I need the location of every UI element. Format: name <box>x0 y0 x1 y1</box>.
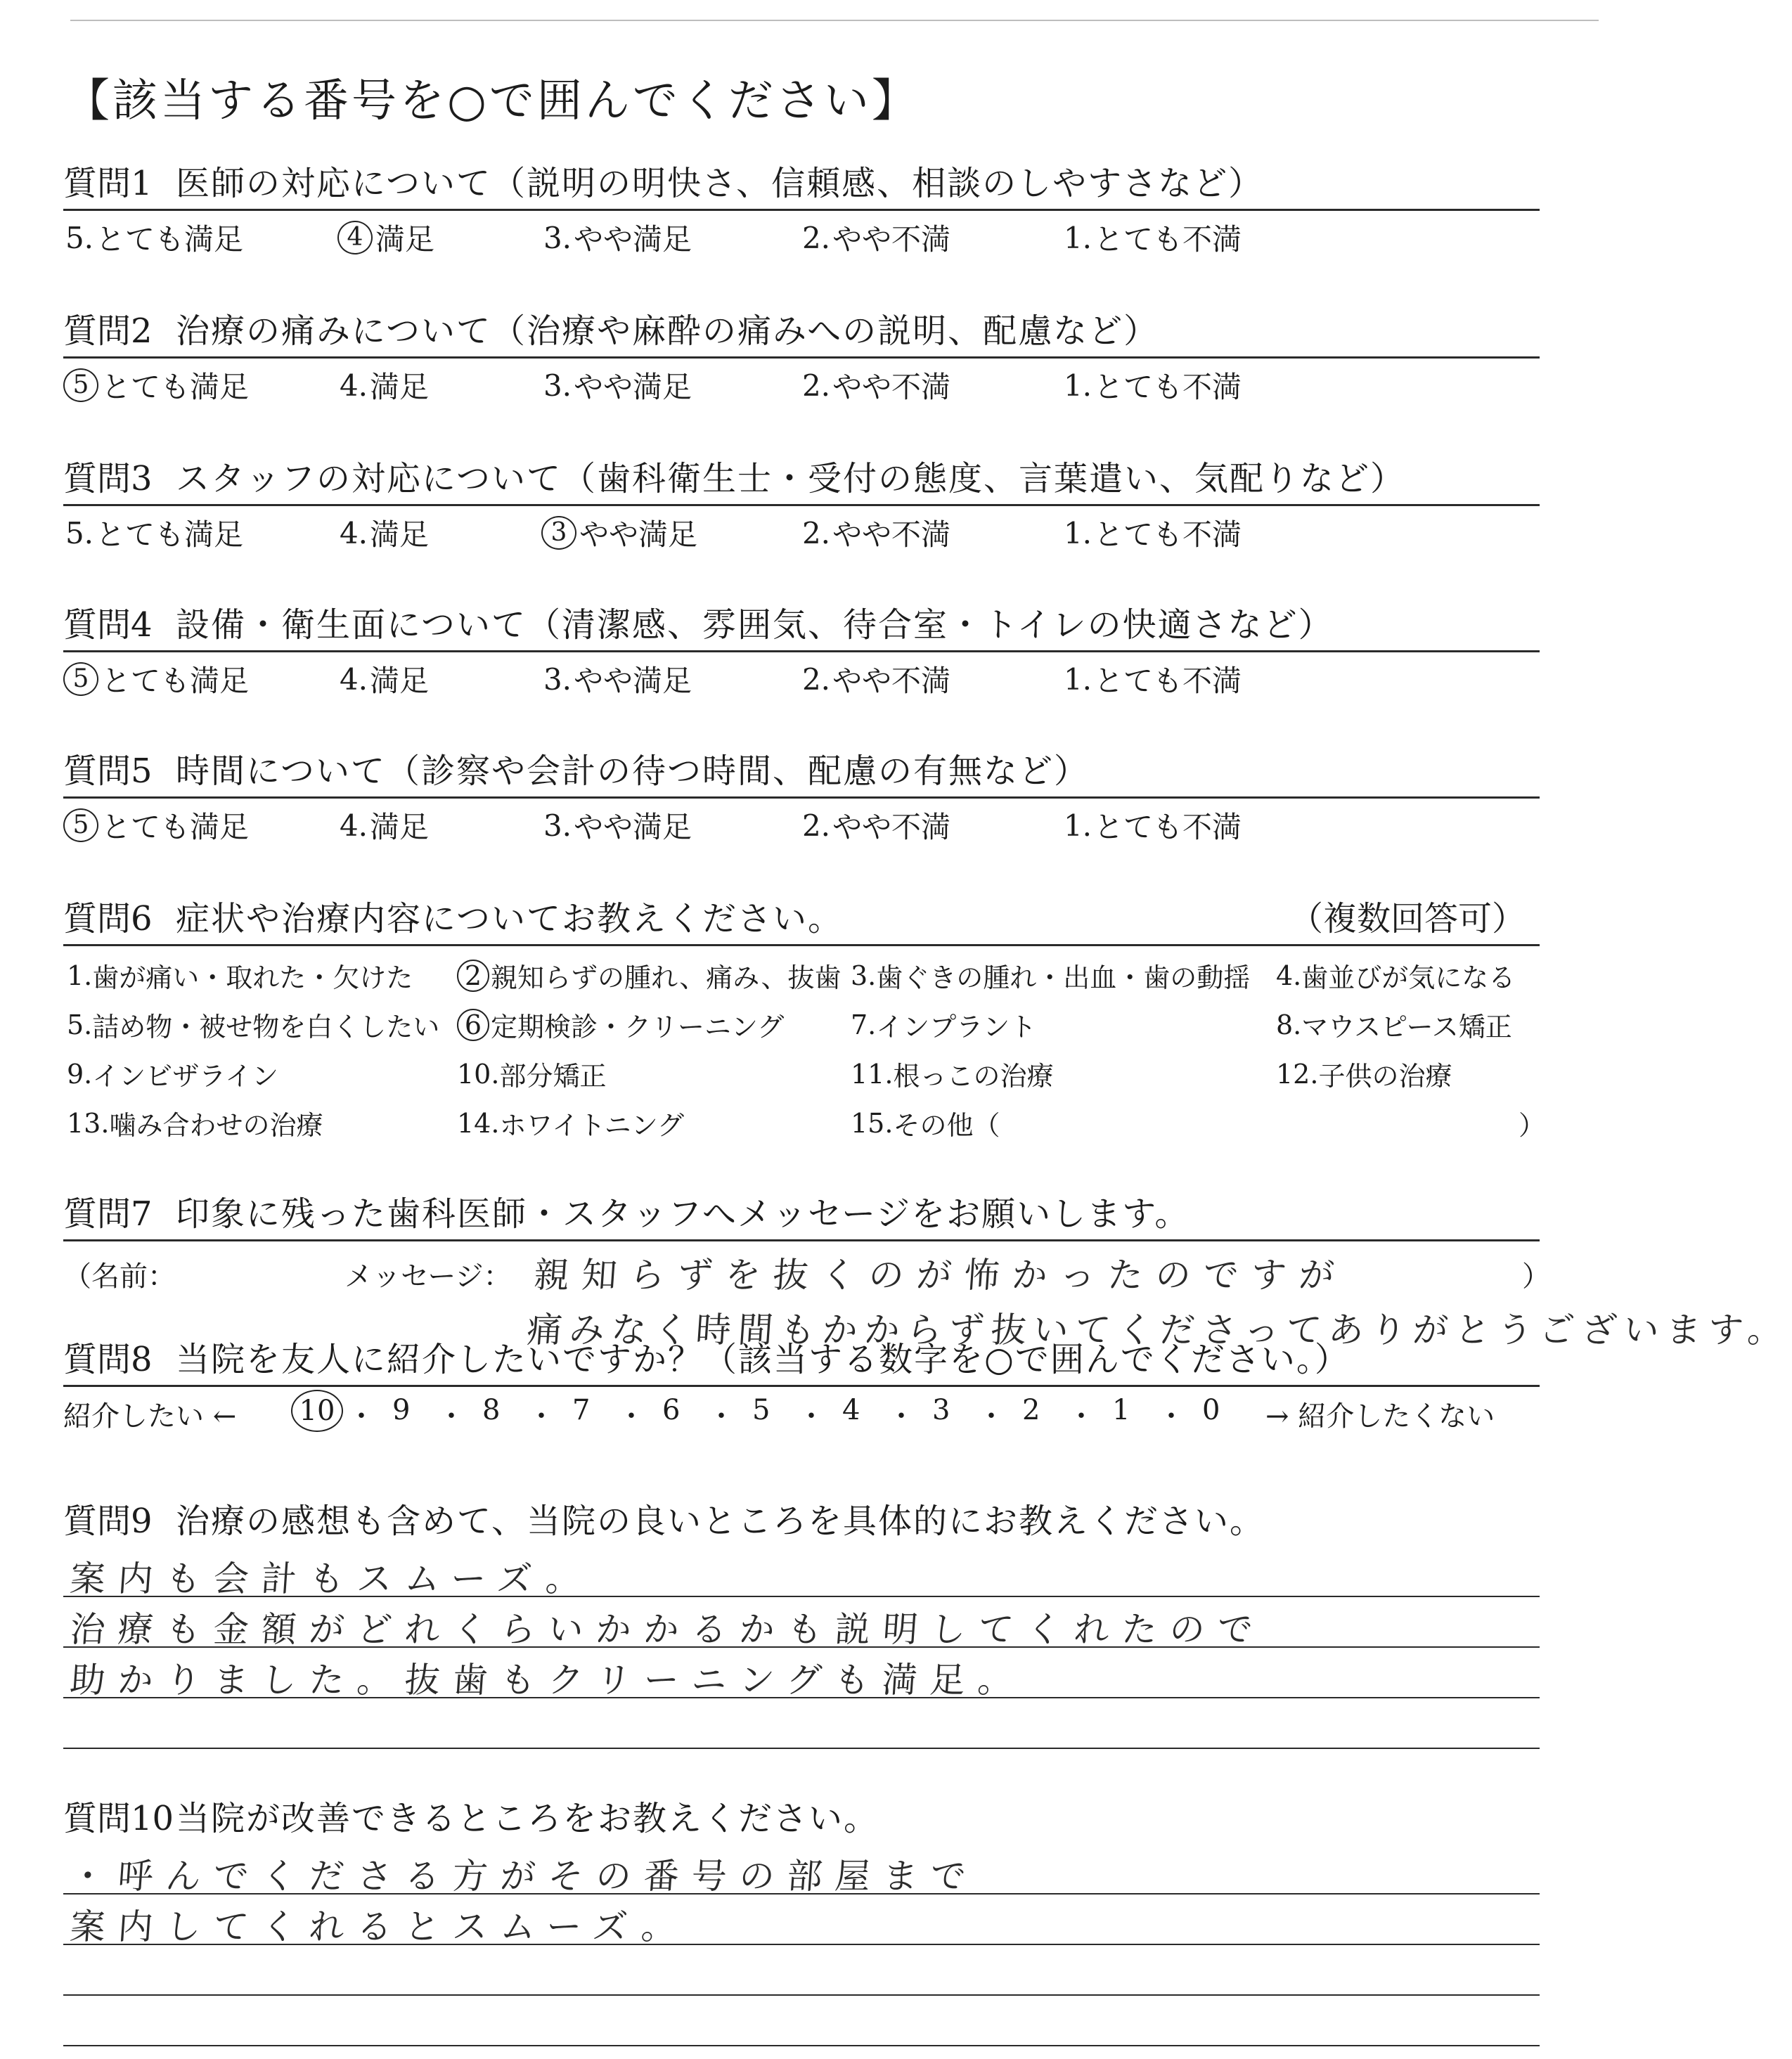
satisfaction-options <box>63 364 1540 406</box>
option-label: 詰め物・被せ物を白くしたい <box>92 1012 440 1043</box>
option-number: 14. <box>457 1107 500 1139</box>
satisfaction-options <box>63 512 1540 554</box>
question-text: 医師の対応について（説明の明快さ、信頼感、相談のしやすさなど） <box>176 164 1264 203</box>
option-number: 8. <box>1276 1009 1302 1040</box>
option-2[interactable] <box>800 364 950 406</box>
option-label: マウスピース矯正 <box>1301 1012 1512 1043</box>
question-rule <box>63 356 1540 359</box>
scale-separator: ・ <box>527 1400 555 1433</box>
option-number: 4. <box>1276 960 1302 991</box>
option-number: 3 <box>541 516 576 550</box>
question-number: 質問5 <box>63 751 153 791</box>
option-number: 2. <box>801 368 831 403</box>
message-label: メッセージ： <box>344 1260 512 1293</box>
option-number: 1. <box>1063 220 1092 255</box>
option-label: 満足 <box>370 810 430 844</box>
treatment-option[interactable] <box>851 1104 1000 1142</box>
question-8 <box>63 1332 1540 1436</box>
option-label: やや不満 <box>832 810 951 844</box>
option-label: インビザライン <box>92 1061 279 1092</box>
question-rule <box>63 1385 1540 1387</box>
treatment-option-selected[interactable] <box>457 1005 784 1044</box>
option-label: とても不満 <box>1094 810 1242 844</box>
treatment-option[interactable] <box>1276 1054 1452 1093</box>
treatment-option[interactable] <box>1519 1104 1545 1142</box>
option-label: 満足 <box>370 664 430 698</box>
option-label: 親知らずの腫れ、痛み、抜歯 <box>491 962 842 993</box>
option-number: 1. <box>1063 808 1092 843</box>
scale-separator: ・ <box>707 1400 735 1433</box>
scale-value-7[interactable]: 7 <box>572 1394 591 1426</box>
question-10 <box>63 1791 1540 2059</box>
option-2[interactable] <box>800 658 950 700</box>
option-number: 5. <box>65 515 94 550</box>
treatment-option[interactable] <box>1276 1005 1512 1044</box>
option-number: 15. <box>851 1107 894 1139</box>
treatment-option[interactable] <box>851 956 1250 995</box>
question-rule <box>63 1239 1540 1241</box>
option-5-selected[interactable] <box>63 658 249 700</box>
option-label: 部分矯正 <box>499 1061 607 1092</box>
question-rule <box>63 209 1540 211</box>
question-number: 質問7 <box>63 1194 153 1234</box>
answer-rule-line <box>63 2045 1540 2046</box>
treatment-option[interactable] <box>457 1104 684 1142</box>
option-number: 11. <box>851 1058 894 1090</box>
multiple-answers-note: （複数回答可） <box>1289 899 1526 938</box>
scale-separator: ・ <box>1067 1400 1095 1433</box>
option-label: ホワイトニング <box>499 1110 685 1141</box>
option-number: 12. <box>1276 1058 1319 1090</box>
scale-value-6[interactable]: 6 <box>662 1394 681 1426</box>
option-label: とても満足 <box>101 810 250 844</box>
option-label: やや不満 <box>832 664 951 698</box>
option-number: 2. <box>801 220 831 255</box>
option-label: その他（ <box>893 1110 1000 1141</box>
option-2[interactable] <box>800 217 950 259</box>
handwritten-answer-line: 治療も金額がどれくらいかかるかも説明してくれたので <box>68 1609 1267 1650</box>
option-label: とても不満 <box>1094 664 1242 698</box>
handwritten-answer-line: 案内も会計もスムーズ。 <box>68 1558 595 1599</box>
option-5[interactable] <box>63 512 243 554</box>
option-number: 5. <box>67 1009 93 1040</box>
question-text: 印象に残った歯科医師・スタッフへメッセージをお願いします。 <box>176 1194 1190 1234</box>
scale-separator: ・ <box>1157 1400 1185 1433</box>
option-label: やや満足 <box>574 222 692 257</box>
scale-separator: ・ <box>617 1400 645 1433</box>
option-number: 1. <box>1063 515 1092 550</box>
option-number: 5. <box>65 220 94 255</box>
option-number: 4. <box>339 368 368 403</box>
handwritten-answer-line: ・呼んでくださる方がその番号の部屋まで <box>68 1856 980 1897</box>
scale-value-3[interactable]: 3 <box>932 1394 950 1426</box>
option-number: 7. <box>851 1009 877 1040</box>
option-label: 歯並びが気になる <box>1301 962 1516 993</box>
question-1 <box>63 156 1540 259</box>
option-label: やや満足 <box>574 810 692 844</box>
option-number: 4. <box>339 515 368 550</box>
page-heading: 【該当する番号を○で囲んでください】 <box>65 75 920 127</box>
question-2 <box>63 304 1540 406</box>
scale-separator: ・ <box>347 1400 375 1433</box>
option-label: 根っこの治療 <box>893 1061 1054 1092</box>
name-label: （名前： <box>63 1260 176 1293</box>
answer-lines <box>63 1545 1540 1762</box>
scale-right-label: → 紹介したくない <box>1265 1400 1495 1433</box>
option-label: とても不満 <box>1094 370 1242 404</box>
option-label: 満足 <box>370 517 430 552</box>
question-text: 設備・衛生面について（清潔感、雰囲気、待合室・トイレの快適さなど） <box>176 605 1334 645</box>
option-label: 歯が痛い・取れた・欠けた <box>92 962 413 993</box>
option-number: 2. <box>801 515 831 550</box>
option-number: 9. <box>67 1058 93 1090</box>
option-label: とても満足 <box>96 517 244 552</box>
treatment-option[interactable] <box>457 1054 606 1093</box>
option-5[interactable] <box>63 217 243 259</box>
option-label: 定期検診・クリーニング <box>491 1012 785 1043</box>
option-3-selected[interactable] <box>541 512 697 554</box>
option-label: 噛み合わせの治療 <box>109 1110 323 1141</box>
option-number: 4 <box>337 221 373 254</box>
option-number: 13. <box>67 1107 110 1139</box>
option-label: とても不満 <box>1094 222 1242 257</box>
question-text: 当院を友人に紹介したいですか？（該当する数字を○で囲んでください。） <box>176 1340 1350 1379</box>
question-number: 質問3 <box>63 459 153 498</box>
option-2[interactable] <box>800 804 950 846</box>
treatment-option[interactable] <box>67 956 413 995</box>
option-number: 3. <box>543 220 572 255</box>
scale-value-1[interactable]: 1 <box>1112 1394 1130 1426</box>
option-4[interactable] <box>337 364 429 406</box>
scale-separator: ・ <box>437 1400 465 1433</box>
option-label: 歯ぐきの腫れ・出血・歯の動揺 <box>876 962 1251 993</box>
option-label: 子供の治療 <box>1318 1061 1452 1092</box>
option-label: とても不満 <box>1094 517 1242 552</box>
option-number: 5 <box>63 808 98 842</box>
question-number: 質問6 <box>63 899 153 938</box>
option-5-selected[interactable] <box>63 364 249 406</box>
option-label: ） <box>1519 1110 1546 1141</box>
option-label: とても満足 <box>101 664 250 698</box>
treatment-option[interactable] <box>851 1054 1053 1093</box>
treatment-option[interactable] <box>1276 956 1515 995</box>
option-1[interactable] <box>1062 658 1242 700</box>
scale-value-8[interactable]: 8 <box>482 1394 501 1426</box>
option-1[interactable] <box>1062 217 1242 259</box>
question-7 <box>63 1187 1791 1353</box>
question-rule <box>63 504 1540 506</box>
option-3[interactable] <box>541 217 692 259</box>
option-label: やや不満 <box>832 370 951 404</box>
answer-rule-line <box>63 1994 1540 1996</box>
handwritten-answer-line: 案内してくれるとスムーズ。 <box>68 1906 691 1947</box>
option-label: やや不満 <box>832 222 951 257</box>
question-number: 質問1 <box>63 164 153 203</box>
option-4[interactable] <box>337 804 429 846</box>
question-number: 質問9 <box>63 1502 153 1541</box>
option-1[interactable] <box>1062 512 1242 554</box>
scale-value-5[interactable]: 5 <box>752 1394 771 1426</box>
scale-value-9[interactable]: 9 <box>392 1394 411 1426</box>
question-text: 時間について（診察や会計の待つ時間、配慮の有無など） <box>176 751 1090 791</box>
option-number: 5 <box>63 368 98 402</box>
handwritten-answer-line: 助かりました。抜歯もクリーニングも満足。 <box>68 1660 1027 1700</box>
option-label: やや満足 <box>574 370 692 404</box>
satisfaction-options <box>63 804 1540 846</box>
scale-separator: ・ <box>887 1400 915 1433</box>
question-5 <box>63 744 1540 846</box>
option-4[interactable] <box>337 512 429 554</box>
option-number: 3. <box>543 808 572 843</box>
question-number: 質問2 <box>63 311 153 351</box>
treatment-options-grid <box>63 956 1546 1167</box>
option-number: 10. <box>457 1058 500 1090</box>
scale-left-label: 紹介したい ← <box>63 1400 237 1433</box>
scale-separator: ・ <box>977 1400 1005 1433</box>
scale-separator: ・ <box>797 1400 825 1433</box>
treatment-option[interactable] <box>851 1005 1036 1044</box>
scale-value-0[interactable]: 0 <box>1202 1394 1220 1426</box>
question-text: 当院が改善できるところをお教えください。 <box>176 1799 879 1838</box>
option-number: 1. <box>1063 368 1092 403</box>
option-label: インプラント <box>876 1012 1037 1043</box>
option-number: 2. <box>801 661 831 697</box>
question-number: 質問4 <box>63 605 153 645</box>
question-rule <box>63 944 1540 946</box>
question-number: 質問10 <box>63 1799 174 1838</box>
option-number: 4. <box>339 661 368 697</box>
option-1[interactable] <box>1062 804 1242 846</box>
option-5-selected[interactable] <box>63 804 249 846</box>
treatment-option[interactable] <box>67 1054 278 1093</box>
option-number: 3. <box>543 661 572 697</box>
option-number: 5 <box>63 662 98 696</box>
option-label: やや満足 <box>579 517 698 552</box>
top-border-line <box>70 20 1599 21</box>
treatment-option-selected[interactable] <box>457 956 842 995</box>
option-number: 2. <box>801 808 831 843</box>
option-number: 3. <box>851 960 877 991</box>
option-label: やや満足 <box>574 664 692 698</box>
option-number: 1. <box>1063 661 1092 697</box>
satisfaction-options <box>63 217 1540 259</box>
scale-value-10-selected[interactable]: 10 <box>291 1390 343 1432</box>
option-1[interactable] <box>1062 364 1242 406</box>
option-2[interactable] <box>800 512 950 554</box>
question-text: 治療の痛みについて（治療や麻酔の痛みへの説明、配慮など） <box>176 311 1159 351</box>
question-text: 治療の感想も含めて、当院の良いところを具体的にお教えください。 <box>176 1502 1265 1541</box>
question-9 <box>63 1494 1540 1762</box>
treatment-option[interactable] <box>67 1104 323 1142</box>
question-6 <box>63 891 1546 1167</box>
option-number: 3. <box>543 368 572 403</box>
treatment-option[interactable] <box>67 1005 439 1044</box>
message-handwriting-line-1: 親知らずを抜くのが怖かったのですが <box>532 1255 1348 1296</box>
option-3[interactable] <box>541 364 692 406</box>
option-number: 6 <box>457 1009 489 1041</box>
question-rule <box>63 796 1540 799</box>
close-paren: ） <box>1522 1260 1550 1293</box>
satisfaction-options <box>63 658 1540 700</box>
option-3[interactable] <box>541 804 692 846</box>
option-label: とても満足 <box>101 370 250 404</box>
message-handwriting-line-2: 痛みなく時間もかからず抜いてくださってありがとうございます。 <box>525 1310 1791 1350</box>
option-number: 2 <box>457 960 489 992</box>
question-text: スタッフの対応について（歯科衛生士・受付の態度、言葉遣い、気配りなど） <box>176 459 1406 498</box>
option-number: 1. <box>67 960 93 991</box>
question-number: 質問8 <box>63 1340 153 1379</box>
question-3 <box>63 451 1540 554</box>
question-text: 症状や治療内容についてお教えください。 <box>176 899 844 938</box>
option-4[interactable] <box>337 658 429 700</box>
option-label: 満足 <box>375 222 435 257</box>
scale-value-4[interactable]: 4 <box>842 1394 860 1426</box>
referral-scale <box>63 1394 1540 1436</box>
answer-lines <box>63 1842 1540 2059</box>
option-label: やや不満 <box>832 517 951 552</box>
question-rule <box>63 650 1540 652</box>
scale-value-2[interactable]: 2 <box>1022 1394 1040 1426</box>
option-4-selected[interactable] <box>337 217 434 259</box>
question-4 <box>63 598 1540 700</box>
option-label: 満足 <box>370 370 430 404</box>
option-label: とても満足 <box>96 222 244 257</box>
answer-rule-line <box>63 1748 1540 1749</box>
option-number: 4. <box>339 808 368 843</box>
option-3[interactable] <box>541 658 692 700</box>
